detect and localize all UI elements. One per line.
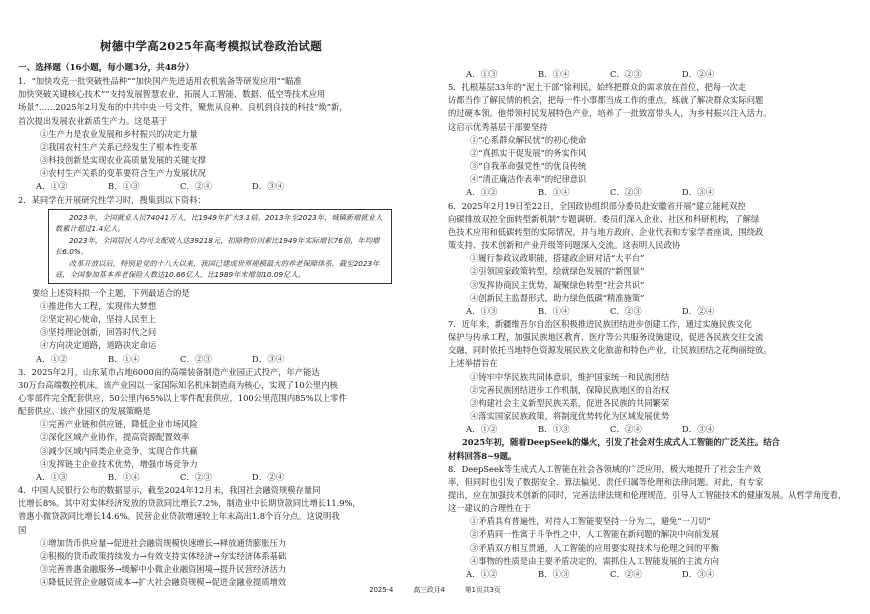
choice-a: A．①③ <box>36 471 68 482</box>
q1-option: ②我国农村生产关系已经发生了根本性变革 <box>40 141 198 152</box>
q4-option: ①增加货币供应量→促进社会融资规模快速增长→释放通货膨胀压力 <box>40 537 287 548</box>
choice-a: A．①② <box>36 181 68 192</box>
q8-option: ②矛盾同一性寓于斗争性之中，人工智能在新问题的解决中向前发展 <box>470 529 719 540</box>
question-3 <box>18 366 434 484</box>
material-intro <box>448 436 858 462</box>
q3-option: ②深化区域产业协作，提高资源配置效率 <box>40 432 190 443</box>
q6-line: 6．2025年2月19日至22日，全国政协组织部分委员赴安徽省开展“建立能耗双控 <box>448 200 746 211</box>
choice-c: C．②③ <box>180 471 213 482</box>
q1-option: ③科技创新是实现农业高质量发展的关键支撑 <box>40 155 206 166</box>
q5-option: ③“自我革命强党性”的优良传统 <box>470 161 587 172</box>
q6-line: 色技术应用和低碳转型的实际情况，并与地方政府、企业代表和专家学者座谈，围绕政 <box>448 226 764 237</box>
q7-line: 交融，同时依托当地特色资源发展民族文化旅游和特色产业，让民族团结之花绚丽绽放。 <box>448 345 772 356</box>
q1-line: 加快突破关键核心技术”“支持发展智慧农业，拓展人工智能、数据、低空等技术应用 <box>18 89 326 100</box>
choice-b: B．①④ <box>108 471 140 482</box>
q4-line: 国 <box>18 524 27 535</box>
q3-line: 配套供应。该产业园区的发展策略是 <box>18 406 151 417</box>
q5-option: ④“清正廉洁作表率”的纪律意识 <box>470 174 587 185</box>
choice-c: C．②④ <box>180 181 213 192</box>
q2-material-box-wrap <box>18 209 434 284</box>
choice-c: C．②③ <box>180 353 213 364</box>
q4-line: 普惠小微贷款同比增长14.6%。民营企业贷款增速较上年末高出1.8个百分点。这说明我 <box>18 511 340 522</box>
choice-a: A．①② <box>36 353 68 364</box>
q5-line: 这启示优秀基层干部要坚持 <box>448 121 548 132</box>
question-2 <box>18 194 434 366</box>
choice-a: A．①② <box>466 568 498 579</box>
q1-line: 1．“加快攻克一批突破性品种”“加快国产先进适用农机装备等研发应用”“瞄准 <box>18 76 302 87</box>
choice-b: B．①④ <box>538 305 570 316</box>
q8-line: 8．DeepSeek等生成式人工智能在社会各领域的广泛应用，极大地提升了社会生产效 <box>448 463 762 474</box>
question-8 <box>448 463 858 581</box>
choice-b: B．①③ <box>108 181 140 192</box>
q2-choices <box>18 353 434 366</box>
choice-b: B．①③ <box>538 568 570 579</box>
q7-choices <box>448 423 858 436</box>
q6-option: ③发挥协商民主优势，凝聚绿色转型“社会共识” <box>470 279 645 290</box>
choice-d: D．③④ <box>252 181 285 192</box>
q3-option: ④发挥链主企业技术优势，增强市场竞争力 <box>40 458 198 469</box>
choice-d: D．③④ <box>682 568 715 579</box>
choice-d: D．②④ <box>682 69 715 79</box>
question-7 <box>448 318 858 436</box>
q7-line: 保护与传承工程，加强民族地区教育、医疗等公共服务设施建设，促进各民族交往交流 <box>448 332 764 343</box>
q8-choices <box>448 568 858 581</box>
q2-option: ③坚持理论创新，回答时代之问 <box>40 327 157 338</box>
q3-line: 3．2025年2月，山东某市占地6000亩的高端装备制造产业园正式投产，年产能达 <box>18 366 320 377</box>
footer-page-number: 第1页共3页 <box>464 586 501 594</box>
q8-option: ①矛盾具有普遍性，对待人工智能要坚持一分为二，避免“一刀切” <box>470 516 711 527</box>
q7-option: ④落实国家民族政策，将制度优势转化为区域发展优势 <box>470 411 670 422</box>
choice-b: B．①③ <box>538 424 570 435</box>
q6-line: 策支持、技术创新和产业升级等问题深入交流。这表明人民政协 <box>448 240 681 251</box>
intro-line: 2025年初，随着DeepSeek的爆火，引发了社会对生成式人工智能的广泛关注。结合 <box>462 437 780 448</box>
question-5 <box>448 81 858 199</box>
choice-d: D．③④ <box>682 424 715 435</box>
q5-option: ②“真抓实干促发展”的务实作风 <box>470 147 587 158</box>
q1-line: 首次提出发展农业新质生产力。这是基于 <box>18 115 168 126</box>
q8-line: 这一建议的合理性在于 <box>448 503 531 514</box>
q2-option: ④方向决定道路，道路决定命运 <box>40 340 157 351</box>
section-heading: 一、选择题（16小题，每小题3分，共48分） <box>18 63 194 73</box>
footer-date: 2025-4 <box>369 586 394 594</box>
choice-b: B．①④ <box>538 69 570 79</box>
q3-line: 心零部件完全配套供应，50公里内65%以上零件配套供应，100公里范围内85%以上零件 <box>18 392 347 403</box>
choice-d: D．③④ <box>252 353 285 364</box>
choice-c: C．②③ <box>610 69 643 79</box>
choice-a: A．①③ <box>466 69 498 79</box>
q2-option: ②坚定初心使命，坚持人民至上 <box>40 314 157 325</box>
q2-stem: 2．某同学在开展研究性学习时，搜集到以下资料： <box>18 194 206 205</box>
right-column <box>448 68 858 581</box>
choice-d: D．②④ <box>252 471 285 482</box>
choice-c: C．②③ <box>610 187 643 198</box>
q3-option: ③减少区域内同类企业竞争，实现合作共赢 <box>40 445 198 456</box>
q7-line: 上述举措旨在 <box>448 358 498 369</box>
q8-option: ③矛盾双方相互贯通，人工智能的应用要实现技术与伦理之间的平衡 <box>470 542 719 553</box>
intro-line: 材料回答8~9题。 <box>448 450 517 461</box>
q4-line: 4．中国人民银行公布的数据显示，截至2024年12月末，我国社会融资规模存量同 <box>18 485 321 496</box>
left-column <box>18 62 434 589</box>
choice-d: D．③④ <box>682 187 715 198</box>
q6-option: ①履行参政议政职能，搭建政企研对话“大平台” <box>470 253 645 264</box>
q4-line: 比增长8%。其中对实体经济发放的贷款同比增长7.2%，制造业中长期贷款同比增长11.9%， <box>18 498 361 509</box>
q5-line: 的过硬本领。他带领村民发展特色产业，培养了一批致富带头人，为乡村振兴注入活力。 <box>448 108 772 119</box>
choice-b: B．①④ <box>108 353 140 364</box>
choice-c: C．②④ <box>610 424 643 435</box>
q3-line: 30万台高端数控机床。该产业园以一家国际知名机床制造商为核心，实现了10公里内核 <box>18 379 338 390</box>
q5-option: ①“心系群众解民忧”的初心使命 <box>470 134 587 145</box>
q8-line: 率，但同时也引发了数据安全、算法偏见、责任归属等伦理和法律问题。对此，有专家 <box>448 476 764 487</box>
q6-line: 向碳排放双控全面转型新机制”专题调研。委员们深入企业、社区和科研机构，了解绿 <box>448 213 760 224</box>
q5-line: 5．扎根基层33年的“泥土干部”徐利民，始终把群众的需求放在首位，把每一次走 <box>448 82 747 93</box>
q8-option: ④事物的性质是由主要矛盾决定的，需抓住人工智能发展的主流方向 <box>470 555 719 566</box>
material-para: 改革开放以后，特别是党的十八大以来，我国已建成世界规模最大的养老保障体系，截至2023年底，全国参加基本养老保险人数达10.66亿人，比1989年末增加10.09亿人。 <box>55 258 380 280</box>
exam-title: 树德中学高2025年高考模拟试卷政治试题 <box>100 39 323 53</box>
q3-option: ①完善产业链和供应链，降低企业市场风险 <box>40 419 198 430</box>
q7-line: 7．近年来，新疆维吾尔自治区积极推进民族团结进步创建工作，通过实施民族文化 <box>448 318 752 329</box>
q1-choices <box>18 180 434 193</box>
choice-c: C．②④ <box>610 568 643 579</box>
q3-choices <box>18 471 434 484</box>
question-1 <box>18 75 434 193</box>
q4-option: ④降低民营企业融资成本→扩大社会融资规模→促进金融业提质增效 <box>40 577 287 588</box>
q7-option: ①铸牢中华民族共同体意识，维护国家统一和民族团结 <box>470 371 670 382</box>
choice-d: D．②④ <box>682 305 715 316</box>
q4-choices <box>448 68 858 81</box>
q6-option: ②引领国家政策转型，绘就绿色发展的“新图景” <box>470 266 645 277</box>
q5-choices <box>448 186 858 199</box>
q1-line: 场景”……2025年2月发布的中共中央一号文件，聚焦从良种、良机到良技的科技“焕”新， <box>18 102 348 113</box>
choice-c: C．②③ <box>610 305 643 316</box>
page-footer <box>0 584 870 594</box>
q7-option: ②完善民族团结进步工作机制，保障民族地区的自治权 <box>470 384 670 395</box>
q4-option: ③完善普惠金融服务→缓解中小微企业融资困境→提升民营经济活力 <box>40 564 287 574</box>
q1-option: ①生产力是农业发展和乡村振兴的决定力量 <box>40 128 198 139</box>
q6-choices <box>448 305 858 318</box>
q2-tail: 要给上述资料拟一个主题，下列最适合的是 <box>32 287 190 298</box>
choice-a: A．①③ <box>466 305 498 316</box>
question-4 <box>18 484 434 589</box>
q1-option: ④农村生产关系的变革要符合生产力发展状况 <box>40 168 206 179</box>
material-para: 2023年，全国居民人均可支配收入达39218元，扣除物价因素比1949年实际增长76倍，年均增长6.0%。 <box>55 235 380 257</box>
question-6 <box>448 200 858 318</box>
q7-option: ③构建社会主义新型民族关系，促进各民族的共同繁荣 <box>470 397 670 408</box>
q2-option: ①推进伟大工程，实现伟大梦想 <box>40 300 157 311</box>
material-para: 2023年，全国就业人员74041万人，比1949年扩大3.1倍。2013年至2023年，城镇新增就业人数累计超过1.4亿人。 <box>55 212 383 234</box>
choice-b: B．①④ <box>538 187 570 198</box>
footer-grade: 高三政月4 <box>413 586 445 594</box>
choice-a: A．①② <box>466 187 498 198</box>
choice-a: A．①② <box>466 424 498 435</box>
q2-material-box <box>48 209 392 284</box>
q6-option: ④创新民主监督形式，助力绿色低碳“精准施策” <box>470 292 645 303</box>
q8-line: 提出，应在加强技术创新的同时，完善法律法规和伦理规范，引导人工智能技术的健康发展。从哲学角度看， <box>448 490 847 500</box>
q4-option: ②积极的货币政策持续发力→有效支持实体经济→夯实经济体系基础 <box>40 550 287 561</box>
q5-line: 访都当作了解民情的机会，把每一件小事都当成工作的重点，练就了解决群众实际问题 <box>448 95 764 106</box>
